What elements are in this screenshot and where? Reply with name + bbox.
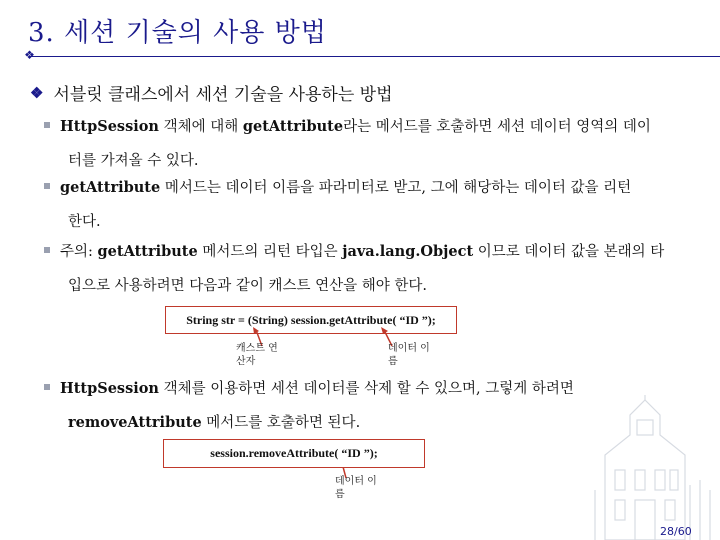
checkmark-bullet-icon: ❖ <box>30 83 44 102</box>
text: 이므로 데이터 값을 본래의 타 <box>473 244 665 260</box>
data-name-note-2: 데이터 이 름 <box>335 476 377 500</box>
text: 주의: <box>60 244 98 260</box>
code-box-removeattribute: session.removeAttribute( “ID ”); <box>163 439 425 468</box>
term: HttpSession <box>60 118 159 135</box>
text-continuation: 한다. <box>68 214 101 230</box>
text: 객체에 대해 <box>158 119 243 135</box>
term: HttpSession <box>60 380 159 397</box>
page-number: 28/60 <box>660 525 692 538</box>
main-bullet-text: 서블릿 클래스에서 세션 기술을 사용하는 방법 <box>53 85 393 105</box>
text: 메서드의 리턴 타입은 <box>197 244 343 260</box>
code-box-getattribute: String str = (String) session.getAttribute( “ID ”); <box>165 306 457 334</box>
term: getAttribute <box>97 243 198 260</box>
text: 라는 메서드를 호출하면 세션 데이터 영역의 데이 <box>343 119 651 135</box>
term: java.lang.Object <box>342 243 474 260</box>
page-title: 3. 세션 기술의 사용 방법 <box>28 18 327 48</box>
text-continuation: 입으로 사용하려면 다음과 같이 캐스트 연산을 해야 한다. <box>68 278 428 294</box>
list-item <box>44 372 684 440</box>
square-bullet-icon <box>44 384 50 390</box>
text: 객체를 이용하면 세션 데이터를 삭제 할 수 있으며, 그렇게 하려면 <box>158 381 574 397</box>
diamond-bullet-icon: ❖ <box>24 48 35 62</box>
data-name-note: 데이터 이 름 <box>388 343 430 367</box>
text: 메서드는 데이터 이름을 파라미터로 받고, 그에 해당하는 데이터 값을 리턴 <box>160 180 632 196</box>
text-continuation: 터를 가져올 수 있다. <box>68 153 199 169</box>
term: getAttribute <box>242 118 344 135</box>
term: getAttribute <box>60 179 161 196</box>
text-continuation: 메서드를 호출하면 된다. <box>201 415 361 431</box>
cast-operator-note: 캐스트 연 산자 <box>236 343 278 367</box>
term: removeAttribute <box>68 414 202 431</box>
